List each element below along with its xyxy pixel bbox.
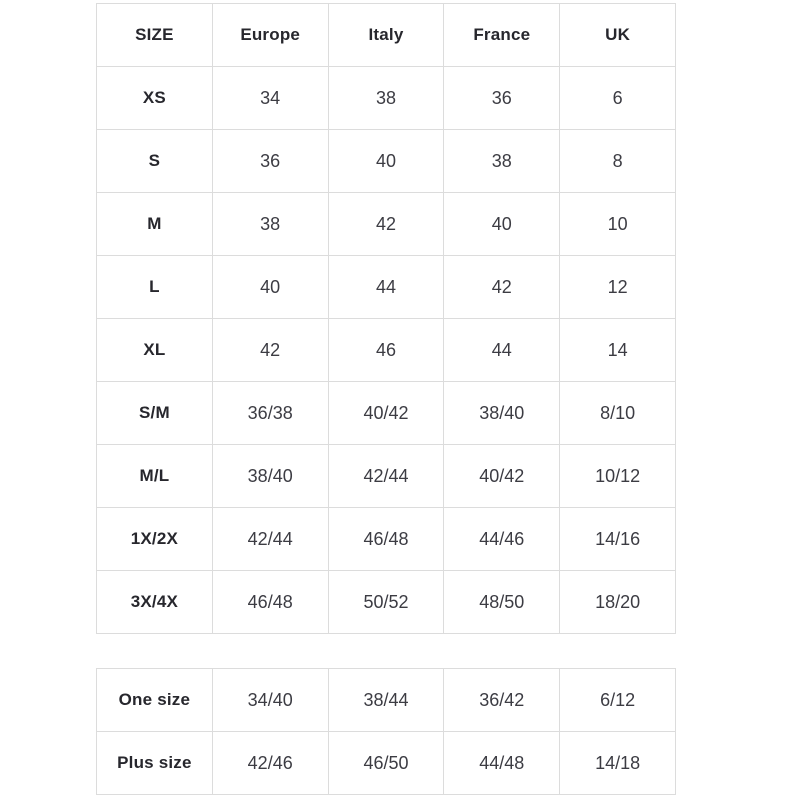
cell: 46/48 bbox=[212, 571, 328, 634]
row-label: One size bbox=[97, 669, 213, 732]
row-label: S/M bbox=[97, 382, 213, 445]
cell: 48/50 bbox=[444, 571, 560, 634]
cell: 42 bbox=[328, 193, 444, 256]
table-row bbox=[97, 130, 676, 193]
cell: 38/40 bbox=[212, 445, 328, 508]
row-label: Plus size bbox=[97, 732, 213, 795]
cell: 38/44 bbox=[328, 669, 444, 732]
cell: 14/18 bbox=[560, 732, 676, 795]
cell: 38/40 bbox=[444, 382, 560, 445]
column-header-uk: UK bbox=[560, 4, 676, 67]
cell: 18/20 bbox=[560, 571, 676, 634]
size-conversion-chart bbox=[96, 3, 676, 795]
row-label: S bbox=[97, 130, 213, 193]
cell: 6/12 bbox=[560, 669, 676, 732]
table-row bbox=[97, 732, 676, 795]
cell: 36 bbox=[212, 130, 328, 193]
cell: 36/42 bbox=[444, 669, 560, 732]
column-header-size: SIZE bbox=[97, 4, 213, 67]
cell: 44/48 bbox=[444, 732, 560, 795]
cell: 42 bbox=[212, 319, 328, 382]
table-row bbox=[97, 508, 676, 571]
cell: 42/46 bbox=[212, 732, 328, 795]
cell: 36 bbox=[444, 67, 560, 130]
row-label: 1X/2X bbox=[97, 508, 213, 571]
table-row bbox=[97, 382, 676, 445]
size-conversion-table bbox=[96, 3, 676, 634]
cell: 34 bbox=[212, 67, 328, 130]
cell: 40 bbox=[444, 193, 560, 256]
cell: 34/40 bbox=[212, 669, 328, 732]
table-row bbox=[97, 193, 676, 256]
cell: 44 bbox=[444, 319, 560, 382]
cell: 6 bbox=[560, 67, 676, 130]
cell: 50/52 bbox=[328, 571, 444, 634]
cell: 46/48 bbox=[328, 508, 444, 571]
column-header-france: France bbox=[444, 4, 560, 67]
row-label: M/L bbox=[97, 445, 213, 508]
table-gap bbox=[96, 634, 676, 668]
cell: 36/38 bbox=[212, 382, 328, 445]
header-row bbox=[97, 4, 676, 67]
cell: 10 bbox=[560, 193, 676, 256]
table-row bbox=[97, 67, 676, 130]
cell: 38 bbox=[444, 130, 560, 193]
cell: 40/42 bbox=[328, 382, 444, 445]
cell: 46/50 bbox=[328, 732, 444, 795]
special-sizes-table bbox=[96, 668, 676, 795]
cell: 42/44 bbox=[212, 508, 328, 571]
cell: 42/44 bbox=[328, 445, 444, 508]
cell: 14/16 bbox=[560, 508, 676, 571]
column-header-italy: Italy bbox=[328, 4, 444, 67]
cell: 8 bbox=[560, 130, 676, 193]
cell: 40 bbox=[212, 256, 328, 319]
table-row bbox=[97, 571, 676, 634]
cell: 44 bbox=[328, 256, 444, 319]
table-row bbox=[97, 445, 676, 508]
table-row bbox=[97, 319, 676, 382]
cell: 14 bbox=[560, 319, 676, 382]
column-header-europe: Europe bbox=[212, 4, 328, 67]
row-label: XS bbox=[97, 67, 213, 130]
cell: 46 bbox=[328, 319, 444, 382]
cell: 40/42 bbox=[444, 445, 560, 508]
row-label: M bbox=[97, 193, 213, 256]
cell: 40 bbox=[328, 130, 444, 193]
row-label: XL bbox=[97, 319, 213, 382]
cell: 38 bbox=[328, 67, 444, 130]
cell: 10/12 bbox=[560, 445, 676, 508]
cell: 8/10 bbox=[560, 382, 676, 445]
cell: 38 bbox=[212, 193, 328, 256]
row-label: 3X/4X bbox=[97, 571, 213, 634]
cell: 42 bbox=[444, 256, 560, 319]
cell: 44/46 bbox=[444, 508, 560, 571]
cell: 12 bbox=[560, 256, 676, 319]
table-row bbox=[97, 256, 676, 319]
row-label: L bbox=[97, 256, 213, 319]
table-row bbox=[97, 669, 676, 732]
